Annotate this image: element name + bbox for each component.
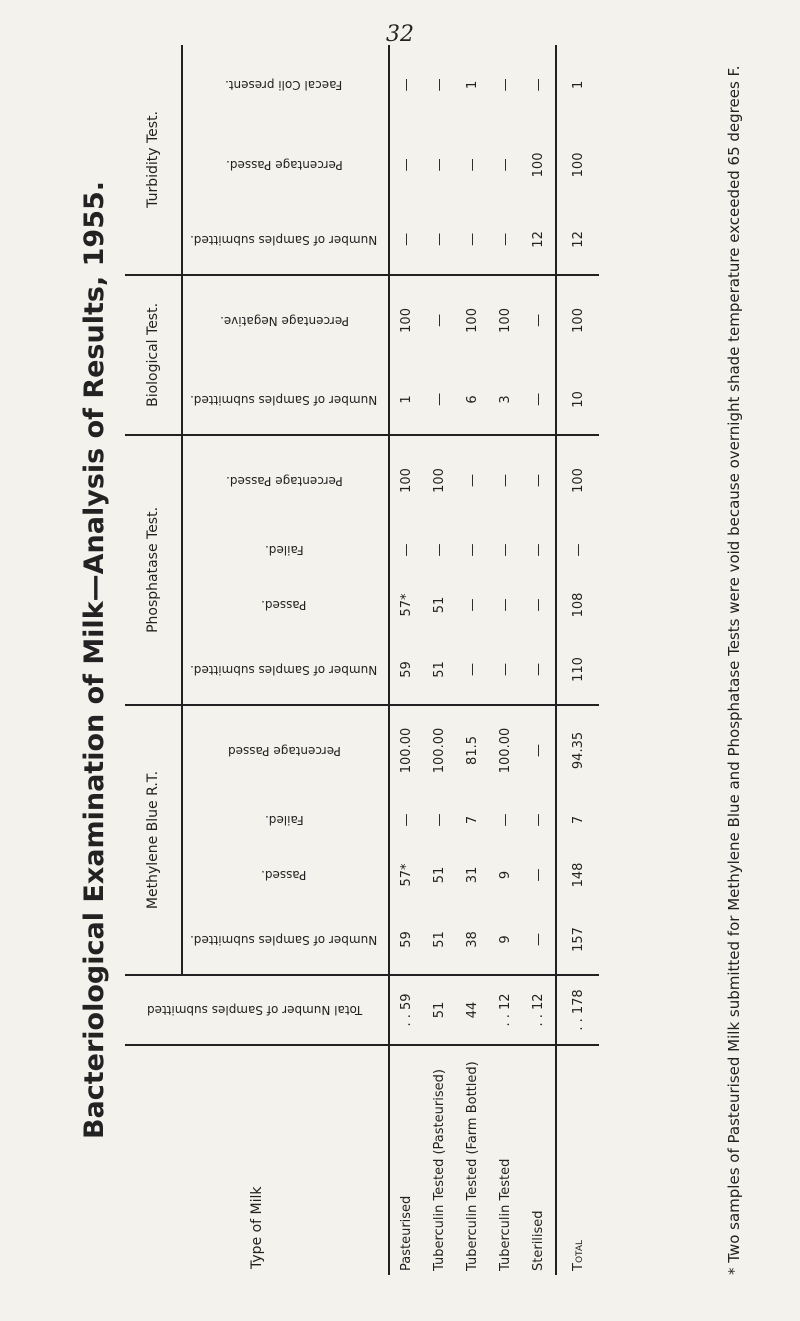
cell-bio-submitted: 6 <box>465 395 480 404</box>
cell-ph-percentage: — <box>456 435 489 525</box>
results-table <box>125 45 599 1275</box>
total-row-label: Total <box>556 1045 599 1275</box>
cell-bio-percentage: 100 <box>389 275 423 365</box>
cell-mb-percentage: 100.00 <box>423 705 456 795</box>
cell-mb-percentage: — <box>522 705 556 795</box>
cell-tu-faecal-coli: 1 <box>465 80 480 90</box>
mb-passed-header: Passed. <box>182 845 389 905</box>
table-title: Bacteriological Examination of Milk—Analysis of Results, 1955. <box>79 180 110 1140</box>
cell-mb-percentage: 100.00 <box>489 705 522 795</box>
cell-bio-submitted: 10 <box>556 365 599 435</box>
cell-ph-submitted: 59 <box>399 661 414 678</box>
tu-faecal-coli-header: Faecal Coli present. <box>182 45 389 125</box>
cell-ph-failed: — <box>432 543 447 557</box>
cell-mb-submitted: — <box>531 933 546 946</box>
cell-mb-passed: — <box>531 868 546 882</box>
cell-tu-faecal-coli: — <box>531 78 546 92</box>
cell-total: . . 59 <box>389 975 423 1045</box>
biological-header: Biological Test. <box>125 275 182 435</box>
cell-mb-passed: 148 <box>556 845 599 905</box>
cell-tu-submitted: 12 <box>531 231 546 248</box>
cell-ph-failed: — <box>531 543 546 557</box>
cell-mb-submitted: 51 <box>432 931 447 948</box>
total-samples-header: Total Number of Samples submitted <box>125 975 389 1045</box>
cell-tu-submitted: — <box>399 232 414 246</box>
type-of-milk-header: Type of Milk <box>125 1045 389 1275</box>
group-header-row <box>125 45 182 1275</box>
table-row <box>389 45 423 1275</box>
table-row <box>489 45 522 1275</box>
table-row <box>522 45 556 1275</box>
row-label: Tuberculin Tested <box>489 1045 522 1275</box>
cell-tu-percentage: 100 <box>556 125 599 205</box>
cell-mb-passed: 31 <box>465 866 480 884</box>
page-number: 32 <box>386 22 414 47</box>
cell-ph-failed: — <box>465 543 480 557</box>
tu-submitted-header: Number of Samples submitted. <box>182 205 389 275</box>
cell-ph-percentage: — <box>522 435 556 525</box>
cell-mb-failed: — <box>399 813 414 827</box>
cell-mb-percentage: 94.35 <box>556 705 599 795</box>
cell-bio-submitted: 1 <box>399 395 414 404</box>
cell-tu-submitted: — <box>498 232 513 246</box>
cell-ph-submitted: — <box>465 662 480 676</box>
row-label: Tuberculin Tested (Farm Bottled) <box>456 1045 489 1275</box>
cell-tu-faecal-coli: — <box>399 78 414 92</box>
cell-ph-passed: — <box>498 598 513 612</box>
cell-total: . . 178 <box>556 975 599 1045</box>
rotated-table-page <box>75 45 775 1275</box>
cell-ph-passed: — <box>465 598 480 612</box>
cell-mb-failed: — <box>498 813 513 827</box>
mb-failed-header: Failed. <box>182 795 389 845</box>
bio-submitted-header: Number of Samples submitted. <box>182 365 389 435</box>
cell-mb-failed: 7 <box>556 795 599 845</box>
cell-bio-percentage: — <box>522 275 556 365</box>
phosphatase-header: Phosphatase Test. <box>125 435 182 705</box>
cell-total: . . 12 <box>489 975 522 1045</box>
ph-submitted-header: Number of Samples submitted. <box>182 635 389 705</box>
cell-tu-percentage: — <box>498 158 513 172</box>
cell-tu-faecal-coli: — <box>498 78 513 92</box>
footnote: * Two samples of Pasteurised Milk submitted for Methylene Blue and Phosphatase Tests were void because overnight shade temperature exceeded 65 degrees F. <box>725 65 743 1275</box>
cell-ph-percentage: 100 <box>423 435 456 525</box>
cell-total: 51 <box>423 975 456 1045</box>
cell-total: . . 12 <box>522 975 556 1045</box>
cell-mb-passed: 51 <box>432 866 447 884</box>
cell-tu-percentage: 100 <box>531 152 546 178</box>
cell-mb-failed: — <box>531 813 546 827</box>
mb-percentage-header: Percentage Passed <box>182 705 389 795</box>
cell-mb-submitted: 157 <box>556 905 599 975</box>
cell-tu-percentage: — <box>432 158 447 172</box>
cell-bio-percentage: 100 <box>556 275 599 365</box>
cell-ph-passed: 51 <box>432 596 447 614</box>
row-label: Pasteurised <box>389 1045 423 1275</box>
cell-mb-submitted: 59 <box>399 931 414 948</box>
row-label: Sterilised <box>522 1045 556 1275</box>
turbidity-header: Turbidity Test. <box>125 45 182 275</box>
cell-tu-submitted: 12 <box>556 205 599 275</box>
cell-ph-passed: 108 <box>556 575 599 635</box>
cell-tu-percentage: — <box>399 158 414 172</box>
cell-ph-percentage: 100 <box>556 435 599 525</box>
cell-ph-submitted: 51 <box>432 661 447 678</box>
cell-mb-submitted: 9 <box>498 935 513 944</box>
cell-mb-percentage: 100.00 <box>389 705 423 795</box>
cell-ph-submitted: — <box>531 662 546 676</box>
cell-mb-passed: 9 <box>498 870 513 880</box>
cell-ph-submitted: — <box>498 662 513 676</box>
cell-tu-faecal-coli: — <box>432 78 447 92</box>
ph-passed-header: Passed. <box>182 575 389 635</box>
cell-bio-submitted: 3 <box>498 395 513 404</box>
cell-mb-failed: — <box>432 813 447 827</box>
cell-mb-passed: 57* <box>399 863 414 887</box>
cell-total: 44 <box>456 975 489 1045</box>
mb-submitted-header: Number of Samples submitted. <box>182 905 389 975</box>
ph-failed-header: Failed. <box>182 525 389 575</box>
cell-ph-submitted: 110 <box>556 635 599 705</box>
table-row <box>456 45 489 1275</box>
bio-percentage-header: Percentage Negative. <box>182 275 389 365</box>
cell-bio-submitted: — <box>531 392 546 406</box>
cell-mb-percentage: 81.5 <box>456 705 489 795</box>
cell-bio-percentage: — <box>423 275 456 365</box>
cell-ph-passed: 57* <box>399 593 414 617</box>
tu-percentage-header: Percentage Passed. <box>182 125 389 205</box>
cell-tu-submitted: — <box>465 232 480 246</box>
cell-ph-percentage: — <box>489 435 522 525</box>
cell-tu-submitted: — <box>432 232 447 246</box>
cell-tu-faecal-coli: 1 <box>556 45 599 125</box>
cell-bio-percentage: 100 <box>456 275 489 365</box>
cell-tu-percentage: — <box>465 158 480 172</box>
total-row <box>556 45 599 1275</box>
cell-ph-failed: — <box>399 543 414 557</box>
methylene-blue-header: Methylene Blue R.T. <box>125 705 182 975</box>
cell-ph-passed: — <box>531 598 546 612</box>
cell-ph-failed: — <box>498 543 513 557</box>
table-row <box>423 45 456 1275</box>
cell-mb-failed: 7 <box>465 815 480 825</box>
cell-mb-submitted: 38 <box>465 931 480 948</box>
cell-ph-failed: — <box>556 525 599 575</box>
row-label: Tuberculin Tested (Pasteurised) <box>423 1045 456 1275</box>
ph-percentage-header: Percentage Passed. <box>182 435 389 525</box>
cell-ph-percentage: 100 <box>389 435 423 525</box>
cell-bio-submitted: — <box>432 392 447 406</box>
cell-bio-percentage: 100 <box>489 275 522 365</box>
